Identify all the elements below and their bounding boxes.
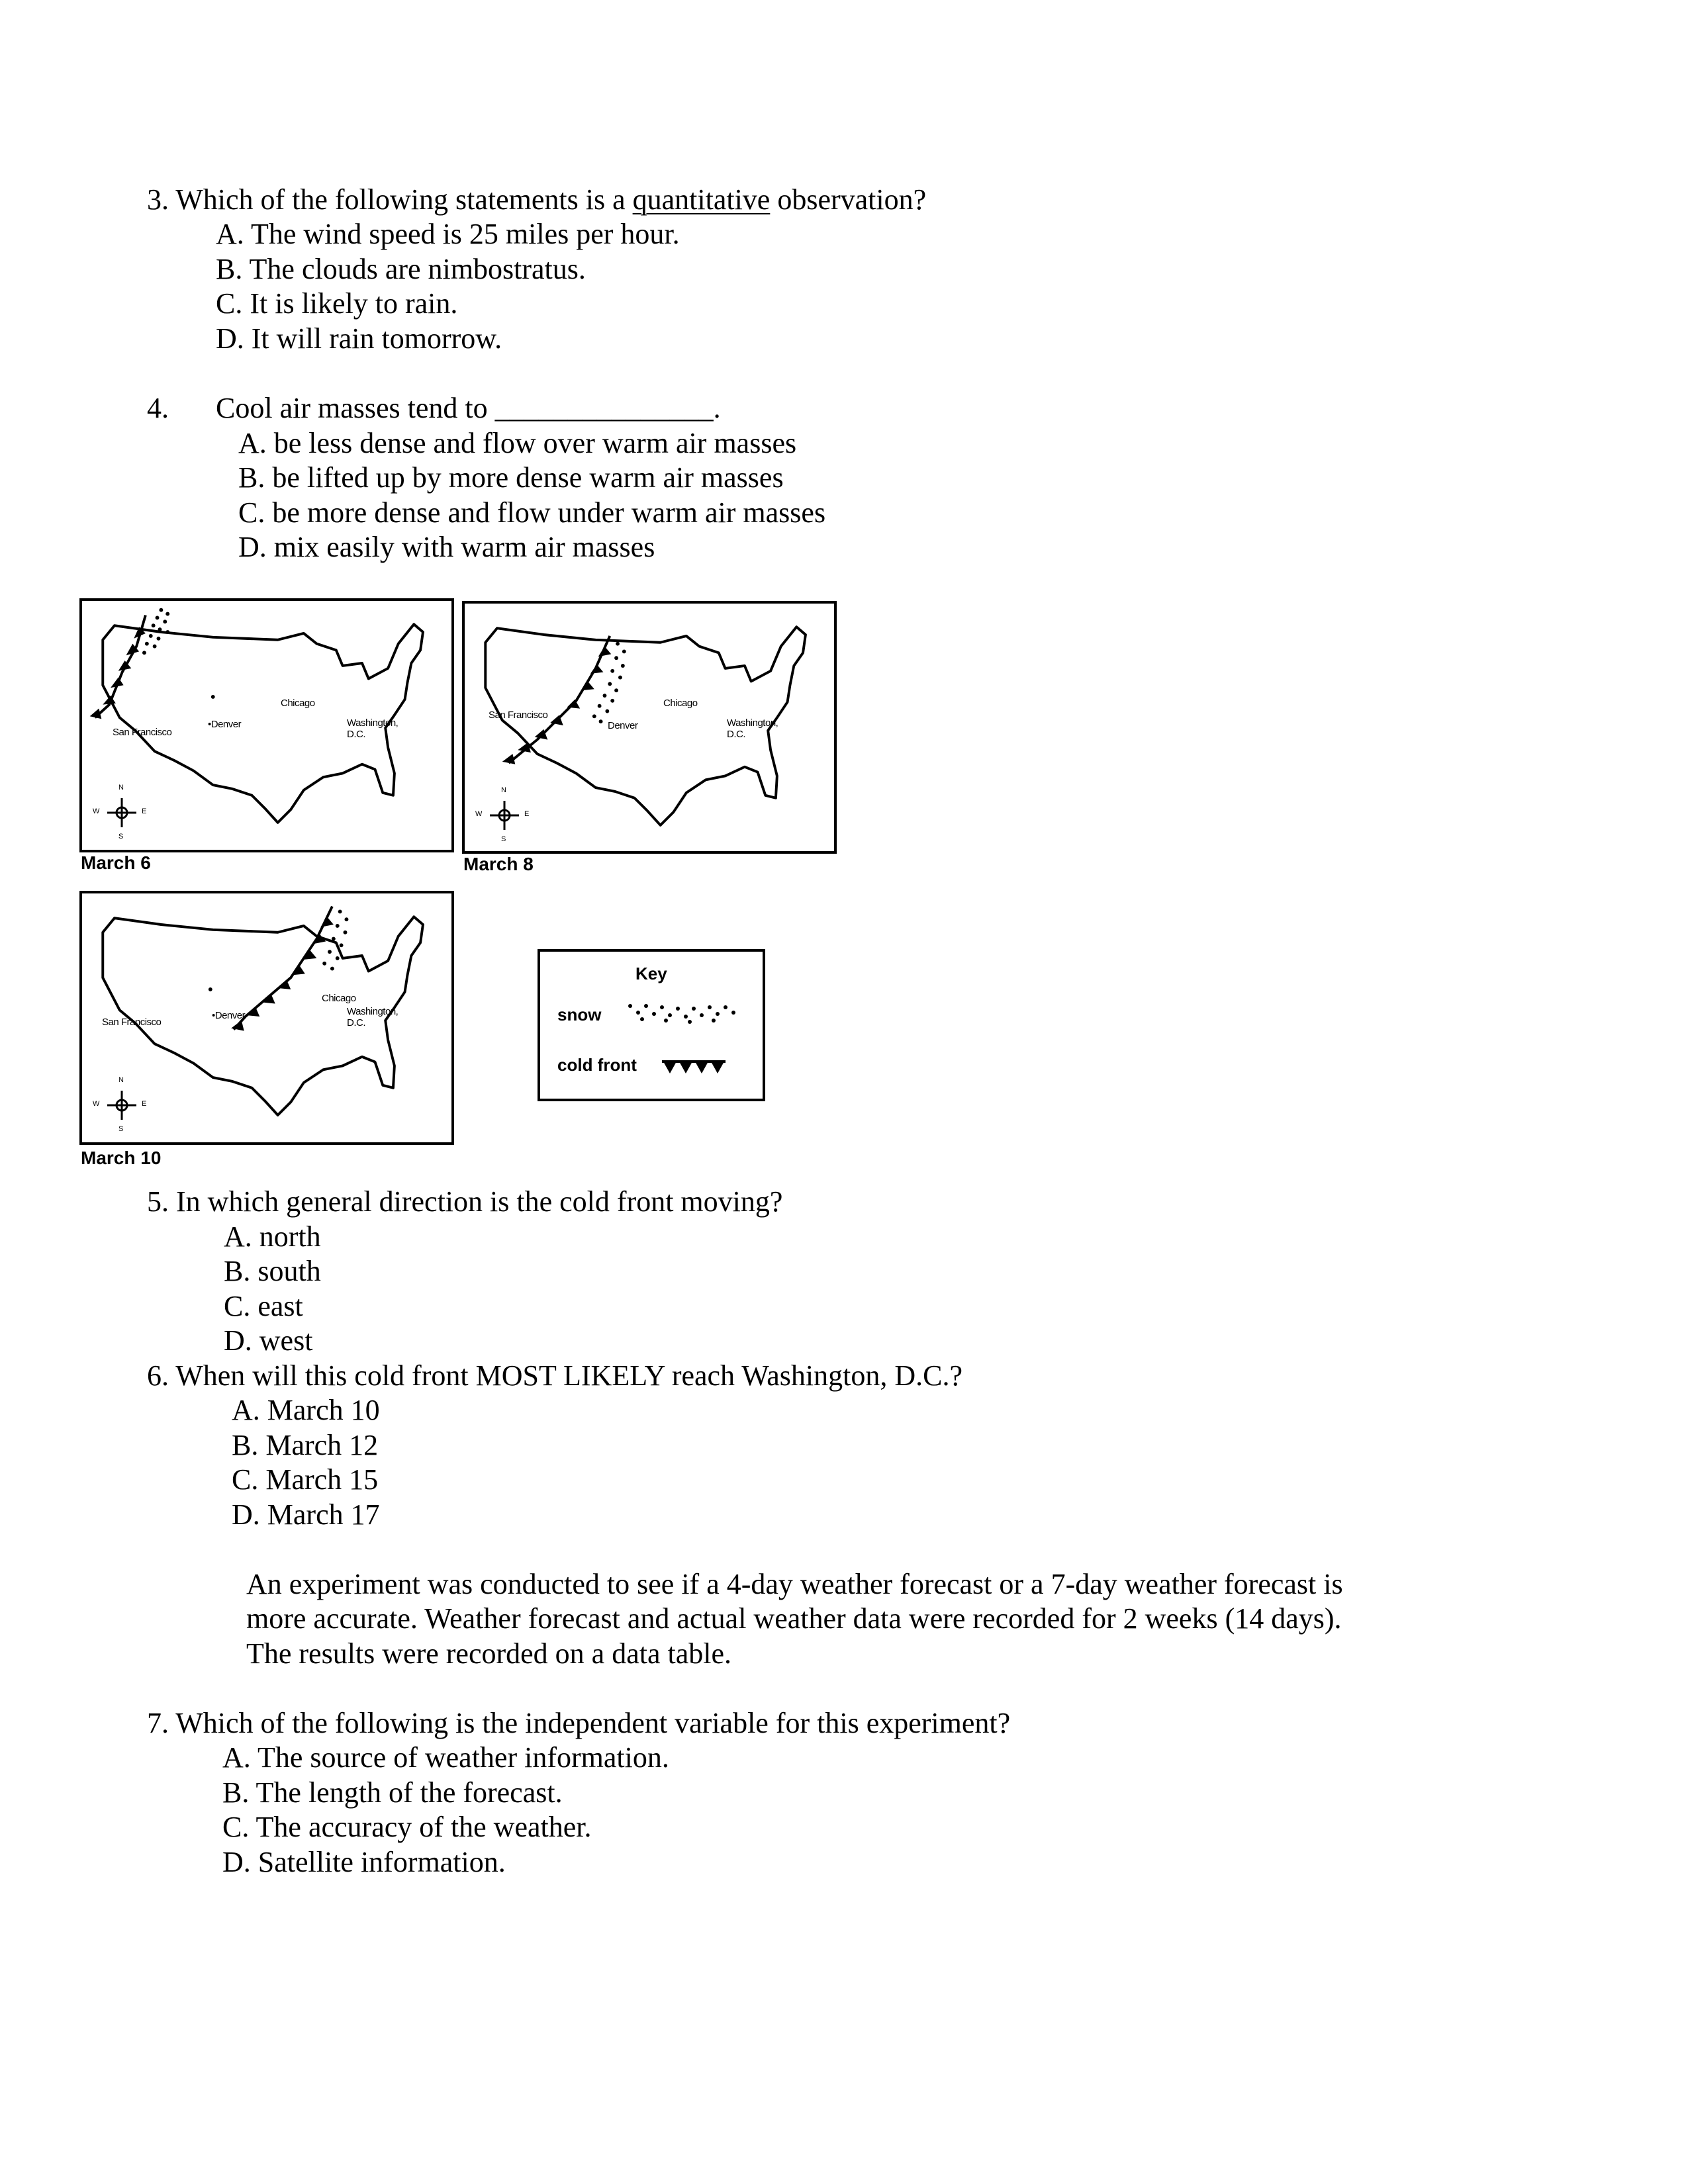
city-label-washington-dc: Washington, D.C.: [347, 1006, 399, 1028]
compass-n: N: [118, 1076, 124, 1084]
map-date-march-10: March 10: [81, 1148, 162, 1168]
q5-option-c: C. east: [224, 1290, 303, 1322]
q7-option-c: C. The accuracy of the weather.: [222, 1811, 592, 1843]
q6-option-d: D. March 17: [232, 1498, 380, 1531]
city-label-washington-dc: Washington, D.C.: [727, 717, 778, 740]
q5-option-b: B. south: [224, 1255, 321, 1287]
city-label-denver: Denver: [608, 720, 638, 731]
key-title: Key: [635, 964, 667, 983]
q3-stem-suffix: observation?: [770, 183, 927, 216]
q4-option-c: C. be more dense and flow under warm air masses: [238, 496, 826, 529]
compass-w: W: [93, 807, 100, 815]
q6-option-c: C. March 15: [232, 1463, 379, 1496]
q5-option-a: A. north: [224, 1220, 321, 1253]
q6-option-a: A. March 10: [232, 1394, 380, 1426]
weather-map-march-6: [79, 598, 454, 852]
compass-s: S: [118, 1125, 124, 1133]
compass-e: E: [142, 1100, 147, 1108]
q3-stem-underlined: quantitative: [632, 183, 771, 216]
compass-w: W: [93, 1100, 100, 1108]
passage-line-2: more accurate. Weather forecast and actual weather data were recorded for 2 weeks (14 days).: [246, 1602, 1342, 1635]
q3-option-d: D. It will rain tomorrow.: [216, 322, 502, 355]
weather-map-march-8: [462, 601, 837, 854]
city-label-denver: •Denver: [212, 1010, 246, 1021]
q3-stem: [147, 183, 926, 217]
compass-n: N: [501, 786, 506, 794]
q6-option-b: B. March 12: [232, 1429, 379, 1461]
city-label-chicago: Chicago: [281, 698, 315, 709]
q5-option-d: D. west: [224, 1324, 313, 1357]
q3-option-c: C. It is likely to rain.: [216, 287, 458, 320]
city-label-chicago: Chicago: [322, 993, 356, 1004]
q7-option-b: B. The length of the forecast.: [222, 1776, 563, 1809]
compass-s: S: [501, 835, 506, 843]
map-date-march-6: March 6: [81, 852, 151, 873]
compass-e: E: [524, 810, 530, 818]
key-snow-label: snow: [557, 1005, 602, 1024]
city-label-san-francisco: San Francisco: [102, 1017, 162, 1028]
map-key: [538, 949, 765, 1101]
map-date-march-8: March 8: [463, 854, 534, 874]
q7-option-a: A. The source of weather information.: [222, 1741, 669, 1774]
city-label-chicago: Chicago: [663, 698, 698, 709]
city-label-washington-dc: Washington, D.C.: [347, 717, 399, 740]
snow-symbol: [626, 999, 739, 1026]
city-label-denver: •Denver: [208, 719, 242, 730]
q4-number: 4.: [147, 392, 169, 424]
q6-stem: 6. When will this cold front MOST LIKELY reach Washington, D.C.?: [147, 1359, 963, 1392]
compass-n: N: [118, 784, 124, 792]
q5-stem: 5. In which general direction is the cold front moving?: [147, 1185, 783, 1218]
cold-front-line: [90, 615, 146, 719]
city-label-san-francisco: San Francisco: [113, 727, 172, 738]
q3-option-b: B. The clouds are nimbostratus.: [216, 253, 586, 285]
passage-line-3: The results were recorded on a data table.: [246, 1637, 731, 1670]
q7-stem: 7. Which of the following is the independent variable for this experiment?: [147, 1707, 1011, 1739]
compass-s: S: [118, 833, 124, 841]
compass-w: W: [475, 810, 483, 818]
cold-front-symbol: [662, 1058, 728, 1077]
q3-stem-prefix: 3. Which of the following statements is a: [147, 183, 633, 216]
q4-option-d: D. mix easily with warm air masses: [238, 531, 655, 563]
compass-e: E: [142, 807, 147, 815]
passage-line-1: An experiment was conducted to see if a 4-day weather forecast or a 7-day weather forecast is: [246, 1568, 1343, 1600]
weather-map-march-10: [79, 891, 454, 1145]
q4-option-a: A. be less dense and flow over warm air masses: [238, 427, 797, 459]
cold-front-line: [231, 907, 334, 1031]
q7-option-d: D. Satellite information.: [222, 1846, 506, 1878]
q3-option-a: A. The wind speed is 25 miles per hour.: [216, 218, 680, 250]
q4-option-b: B. be lifted up by more dense warm air masses: [238, 461, 784, 494]
city-label-san-francisco: San Francisco: [489, 709, 548, 721]
q4-stem: Cool air masses tend to _______________.: [216, 392, 721, 424]
cold-front-line: [502, 636, 611, 764]
key-cold-front-label: cold front: [557, 1055, 637, 1075]
